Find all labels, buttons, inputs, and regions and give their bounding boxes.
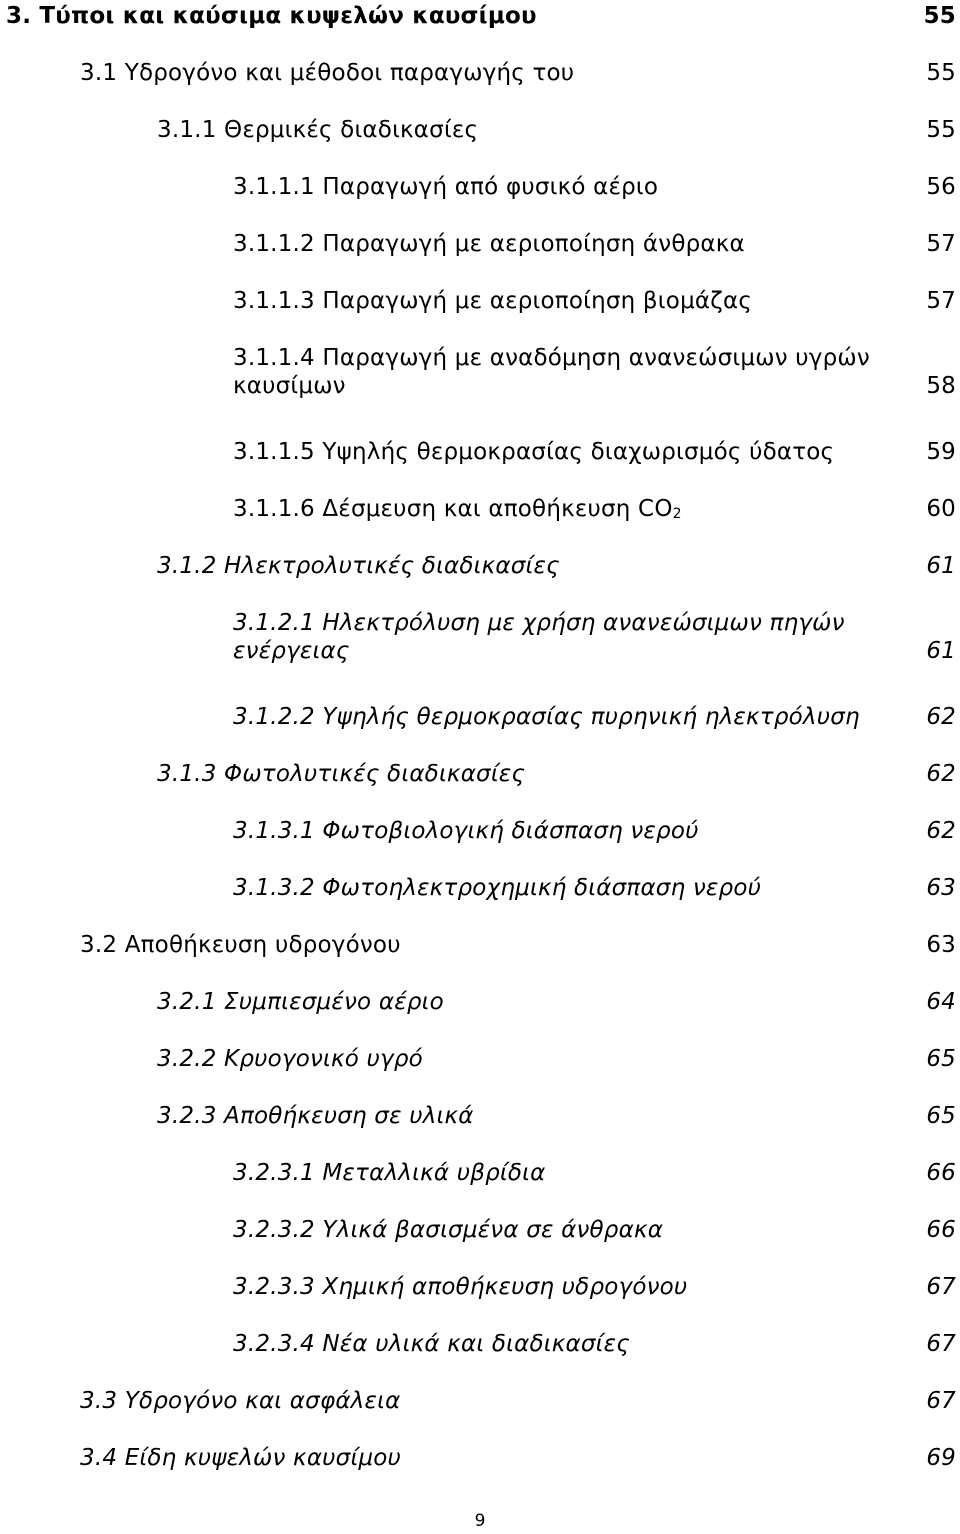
toc-page-number: 63 [926, 875, 956, 901]
toc-page-number: 61 [926, 553, 956, 579]
toc-chapter-3[interactable] [6, 2, 956, 30]
toc-entry-3-1-1-4[interactable] [233, 344, 956, 400]
toc-entry-3-1-2-2[interactable] [233, 703, 956, 731]
toc-entry-3-1-1-6[interactable] [233, 495, 956, 523]
toc-entry-title: 3.1.2.2 Υψηλής θερμοκρασίας πυρηνική ηλεκτρόλυση [233, 704, 860, 730]
toc-page-number: 62 [926, 818, 956, 844]
toc-entry-3-1-1-2[interactable] [233, 230, 956, 258]
toc-page-number: 65 [926, 1046, 956, 1072]
toc-entry-title [233, 495, 920, 523]
subscript-2: 2 [672, 506, 682, 522]
toc-entry-title: 3.2.3 Αποθήκευση σε υλικά [157, 1103, 474, 1129]
toc-entry-3-1-1-1[interactable] [233, 173, 956, 201]
toc-entry-title: 3.2.3.4 Νέα υλικά και διαδικασίες [233, 1331, 630, 1357]
toc-entry-title: 3.4 Είδη κυψελών καυσίμου [80, 1445, 402, 1471]
toc-entry-title: 3. Τύποι και καύσιμα κυψελών καυσίμου [6, 3, 537, 29]
toc-entry-3-2-3-3[interactable] [233, 1273, 956, 1301]
toc-entry-3-2-3[interactable] [157, 1102, 956, 1130]
toc-entry-title [233, 609, 920, 665]
toc-entry-title-line-2: καυσίμων [233, 373, 346, 399]
toc-page-number: 62 [926, 704, 956, 730]
toc-entry-title: 3.1.2 Ηλεκτρολυτικές διαδικασίες [157, 553, 560, 579]
toc-entry-3-1-3-2[interactable] [233, 874, 956, 902]
toc-page-number: 65 [926, 1103, 956, 1129]
toc-entry-title: 3.2.3.3 Χημική αποθήκευση υδρογόνου [233, 1274, 688, 1300]
toc-entry-3-1-1-5[interactable] [233, 438, 956, 466]
toc-entry-title: 3.1.1.2 Παραγωγή με αεριοποίηση άνθρακα [233, 231, 745, 257]
toc-entry-title: 3.1 Υδρογόνο και μέθοδοι παραγωγής του [80, 60, 575, 86]
toc-page-number: 55 [926, 60, 956, 86]
toc-entry-3-1-1-3[interactable] [233, 287, 956, 315]
toc-page-number: 55 [926, 117, 956, 143]
toc-entry-title-line-1: 3.1.2.1 Ηλεκτρόλυση με χρήση ανανεώσιμων πηγών [233, 610, 845, 636]
toc-entry-3-2-3-2[interactable] [233, 1216, 956, 1244]
toc-entry-3-2-3-4[interactable] [233, 1330, 956, 1358]
toc-entry-3-2-1[interactable] [157, 988, 956, 1016]
toc-entry-title: 3.2 Αποθήκευση υδρογόνου [80, 932, 401, 958]
toc-entry-title-text: 3.1.1.6 Δέσμευση και αποθήκευση CO [233, 496, 673, 522]
toc-page-number: 67 [926, 1388, 956, 1414]
toc-entry-title: 3.1.1 Θερμικές διαδικασίες [157, 117, 479, 143]
toc-page-number: 55 [923, 3, 956, 29]
toc-entry-title: 3.2.1 Συμπιεσμένο αέριο [157, 989, 444, 1015]
toc-entry-3-2[interactable] [80, 931, 956, 959]
toc-entry-title: 3.1.3.1 Φωτοβιολογική διάσπαση νερού [233, 818, 699, 844]
toc-entry-title: 3.1.1.5 Υψηλής θερμοκρασίας διαχωρισμός ύδατος [233, 439, 835, 465]
toc-entry-3-1-2[interactable] [157, 552, 956, 580]
toc-page-number: 60 [926, 496, 956, 522]
toc-page-number: 69 [926, 1445, 956, 1471]
toc-page-number: 56 [926, 174, 956, 200]
toc-page-number: 57 [926, 288, 956, 314]
toc-page-number: 66 [926, 1217, 956, 1243]
toc-entry-3-1-3-1[interactable] [233, 817, 956, 845]
toc-entry-title: 3.2.2 Κρυογονικό υγρό [157, 1046, 423, 1072]
toc-page-number: 63 [926, 932, 956, 958]
toc-entry-3-1-1[interactable] [157, 116, 956, 144]
toc-page-number: 67 [926, 1274, 956, 1300]
toc-page-number: 64 [926, 989, 956, 1015]
toc-page-number: 57 [926, 231, 956, 257]
toc-entry-title: 3.1.3 Φωτολυτικές διαδικασίες [157, 761, 526, 787]
toc-entry-title [233, 344, 920, 400]
toc-entry-3-3[interactable] [80, 1387, 956, 1415]
toc-entry-3-1-2-1[interactable] [233, 609, 956, 665]
toc-page-number: 66 [926, 1160, 956, 1186]
toc-entry-3-1[interactable] [80, 59, 956, 87]
toc-entry-title-line-1: 3.1.1.4 Παραγωγή με αναδόμηση ανανεώσιμων υγρών [233, 345, 870, 371]
toc-entry-title-line-2: ενέργειας [233, 638, 350, 664]
toc-entry-3-2-2[interactable] [157, 1045, 956, 1073]
toc-page-number: 62 [926, 761, 956, 787]
toc-entry-3-4[interactable] [80, 1444, 956, 1472]
toc-entry-title: 3.1.3.2 Φωτοηλεκτροχημική διάσπαση νερού [233, 875, 762, 901]
toc-entry-title: 3.1.1.1 Παραγωγή από φυσικό αέριο [233, 174, 659, 200]
toc-entry-title: 3.3 Υδρογόνο και ασφάλεια [80, 1388, 401, 1414]
toc-page-number: 67 [926, 1331, 956, 1357]
toc-entry-3-2-3-1[interactable] [233, 1159, 956, 1187]
toc-page-number: 58 [926, 373, 956, 399]
toc-page-number: 59 [926, 439, 956, 465]
toc-entry-title: 3.1.1.3 Παραγωγή με αεριοποίηση βιομάζας [233, 288, 753, 314]
toc-entry-3-1-3[interactable] [157, 760, 956, 788]
toc-page-number: 61 [926, 638, 956, 664]
page-number-footer: 9 [474, 1511, 486, 1531]
toc-entry-title: 3.2.3.1 Μεταλλικά υβρίδια [233, 1160, 546, 1186]
toc-entry-title: 3.2.3.2 Υλικά βασισμένα σε άνθρακα [233, 1217, 664, 1243]
